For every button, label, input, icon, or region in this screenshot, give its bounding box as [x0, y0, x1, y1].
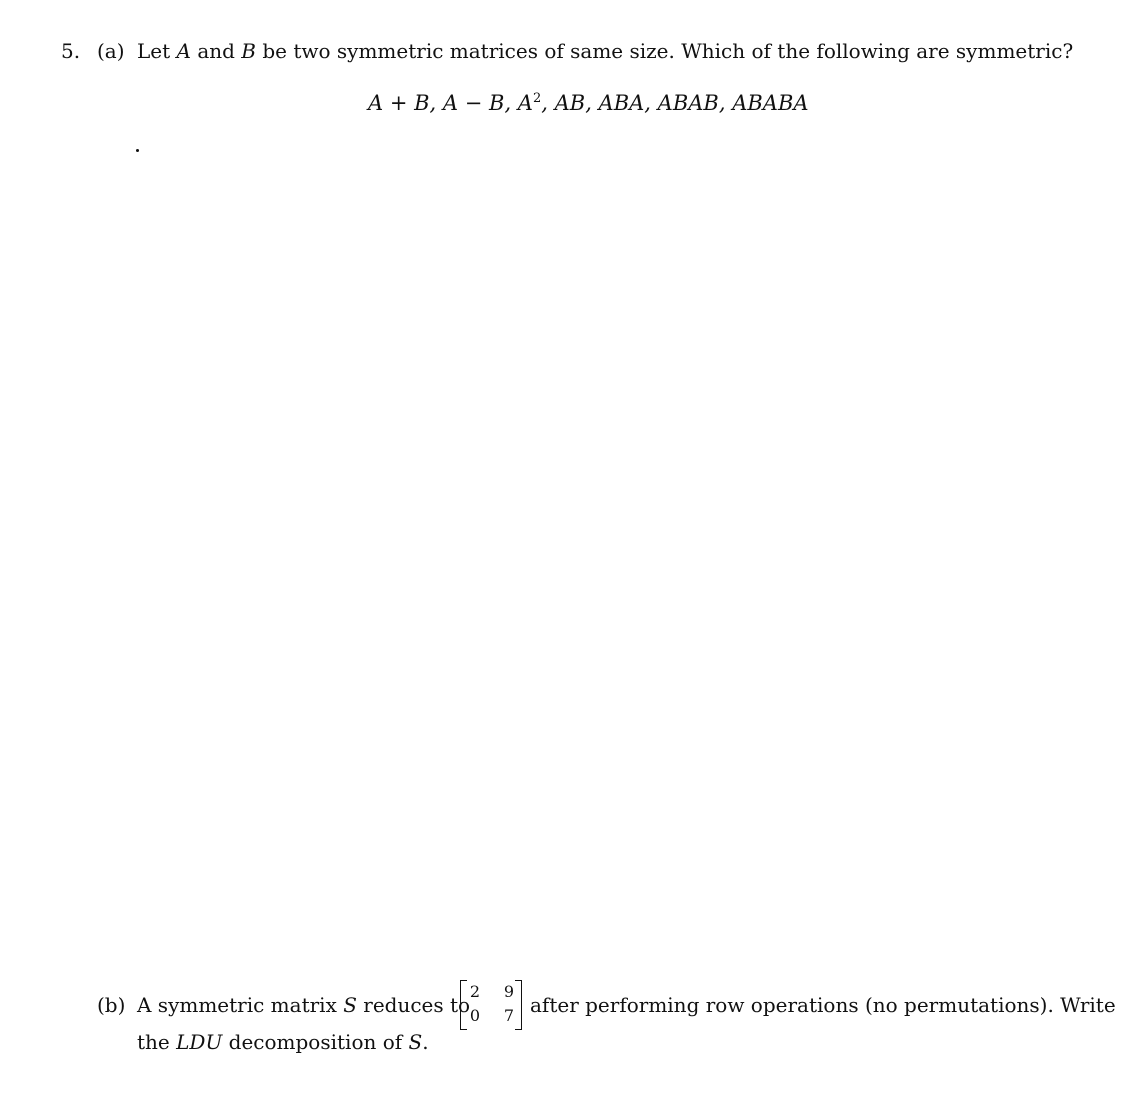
- variable-a: A: [176, 39, 191, 63]
- part-b-label: (b): [97, 993, 126, 1017]
- part-b-line2-text-3: .: [422, 1030, 429, 1054]
- part-a-text-3: be two symmetric matrices of same size. Which of the following are symmetric?: [256, 39, 1074, 63]
- part-a-label: (a): [97, 39, 125, 63]
- dot-mark: [136, 149, 139, 152]
- reduced-matrix: [460, 980, 522, 1030]
- part-b-line-2: [137, 1030, 429, 1054]
- part-b-text-1: A symmetric matrix: [137, 993, 344, 1017]
- part-b-text-2: reduces to: [356, 993, 471, 1017]
- matrix-cell-r0c1: 9: [503, 982, 515, 1001]
- variable-b: B: [241, 39, 256, 63]
- matrix-left-bracket: [460, 980, 467, 1030]
- part-b-line2-text-1: the: [137, 1030, 177, 1054]
- expression-part-1: A + B, A − B, A: [368, 91, 533, 115]
- expression-part-2: , AB, ABA, ABAB, ABABA: [541, 91, 809, 115]
- part-b-line2-text-2: decomposition of: [222, 1030, 409, 1054]
- matrix-right-bracket: [515, 980, 522, 1030]
- variable-s-2: S: [408, 1030, 423, 1054]
- part-a-question: [137, 39, 1073, 63]
- matrix-cell-r1c0: 0: [469, 1006, 481, 1025]
- matrix-cell-r1c1: 7: [503, 1006, 515, 1025]
- part-a-text-2: and: [190, 39, 242, 63]
- part-a-text-1: Let: [137, 39, 177, 63]
- expression-list: [368, 86, 809, 116]
- variable-ldu: LDU: [176, 1030, 223, 1054]
- part-b-line-1-continued: after performing row operations (no permutations). Write: [530, 993, 1116, 1017]
- part-b-line-1: [137, 993, 470, 1017]
- variable-s: S: [343, 993, 357, 1017]
- expression-superscript: 2: [532, 91, 542, 106]
- matrix-cell-r0c0: 2: [469, 982, 481, 1001]
- problem-number: 5.: [61, 39, 81, 63]
